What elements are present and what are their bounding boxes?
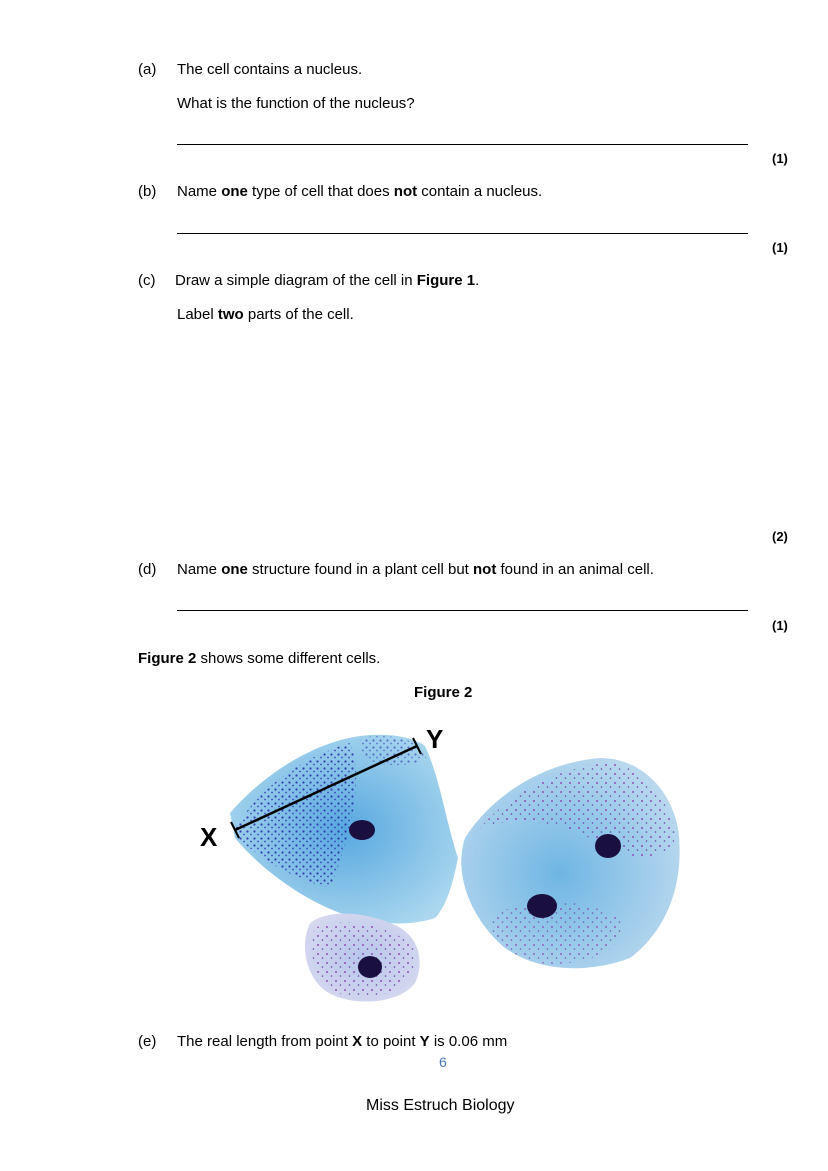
question-d-text: Name one structure found in a plant cell but not found in an animal cell. [177, 561, 654, 578]
point-y-label: Y [426, 724, 444, 754]
figure-intro: Figure 2 shows some different cells. [138, 650, 381, 667]
figure-title: Figure 2 [414, 684, 473, 701]
answer-line-b[interactable] [177, 233, 748, 234]
nucleus-left [349, 820, 375, 840]
question-c-instruction: Label two parts of the cell. [177, 306, 354, 323]
marks-c: (2) [772, 529, 788, 544]
nucleus-right-top [595, 834, 621, 858]
footer-text: Miss Estruch Biology [366, 1097, 515, 1114]
question-d-label: (d) [138, 561, 157, 578]
question-a-prompt: What is the function of the nucleus? [177, 95, 415, 112]
drawing-area[interactable] [177, 340, 748, 520]
question-c-label: (c) [138, 272, 156, 289]
marks-d: (1) [772, 618, 788, 633]
answer-line-a[interactable] [177, 144, 748, 145]
nucleus-right-bottom [527, 894, 557, 918]
answer-line-d[interactable] [177, 610, 748, 611]
question-b-label: (b) [138, 183, 157, 200]
question-e-text: The real length from point X to point Y is 0.06 mm [177, 1033, 508, 1050]
question-a-text: The cell contains a nucleus. [177, 61, 363, 78]
point-x-label: X [200, 822, 218, 852]
page-number: 6 [439, 1054, 447, 1070]
question-c-text: Draw a simple diagram of the cell in Figure 1. [175, 272, 480, 289]
cells-micrograph [190, 718, 690, 1018]
question-a-label: (a) [138, 61, 157, 78]
marks-a: (1) [772, 151, 788, 166]
marks-b: (1) [772, 240, 788, 255]
nucleus-bottom [358, 956, 382, 978]
question-e-label: (e) [138, 1033, 157, 1050]
question-b-text: Name one type of cell that does not contain a nucleus. [177, 183, 543, 200]
